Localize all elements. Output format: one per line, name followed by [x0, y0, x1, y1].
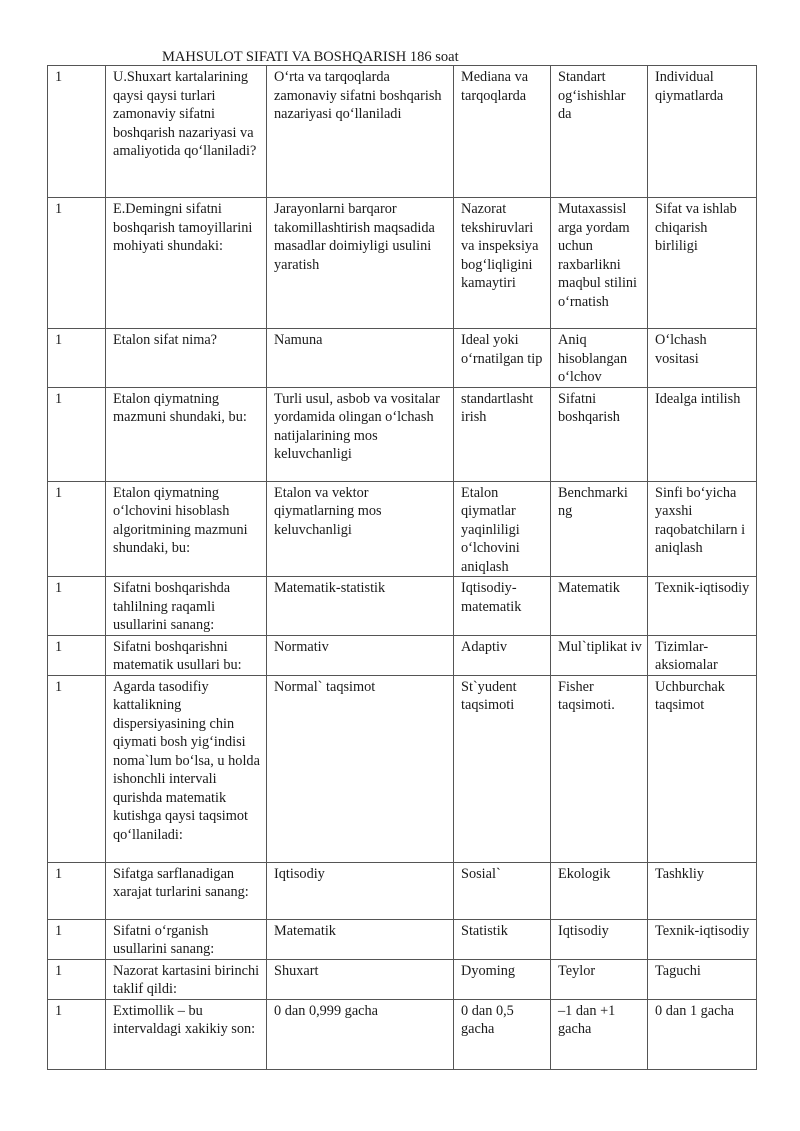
table-row	[48, 635, 757, 675]
answer-option-a: Turli usul, asbob va vositalar yordamida olingan o‘lchash natijalarining mos keluvchanligi	[267, 387, 454, 481]
answer-option-a: Iqtisodiy	[267, 862, 454, 919]
question-text: Nazorat kartasini birinchi taklif qildi:	[106, 959, 267, 999]
answer-option-c: Benchmarki ng	[551, 481, 648, 577]
answer-option-b: Nazorat tekshiruvlari va inspeksiya bog‘liqligini kamaytiri	[454, 198, 551, 329]
answer-option-a: Shuxart	[267, 959, 454, 999]
question-number: 1	[48, 329, 106, 388]
question-number: 1	[48, 999, 106, 1069]
answer-option-b: Etalon qiymatlar yaqinliligi o‘lchovini aniqlash	[454, 481, 551, 577]
answer-option-c: Mul`tiplikat iv	[551, 635, 648, 675]
answer-option-b: 0 dan 0,5 gacha	[454, 999, 551, 1069]
answer-option-b: Adaptiv	[454, 635, 551, 675]
answer-option-d: Texnik-iqtisodiy	[648, 919, 757, 959]
answer-option-c: Mutaxassisl arga yordam uchun raxbarlikni maqbul stilini o‘rnatish	[551, 198, 648, 329]
answer-option-b: St`yudent taqsimoti	[454, 675, 551, 862]
answer-option-a: Normativ	[267, 635, 454, 675]
answer-option-d: Tizimlar-aksiomalar	[648, 635, 757, 675]
question-text: Sifatni o‘rganish usullarini sanang:	[106, 919, 267, 959]
page-title: MAHSULOT SIFATI VA BOSHQARISH 186 soat	[162, 49, 459, 65]
answer-option-a: Normal` taqsimot	[267, 675, 454, 862]
answer-option-d: Uchburchak taqsimot	[648, 675, 757, 862]
answer-option-a: 0 dan 0,999 gacha	[267, 999, 454, 1069]
answer-option-b: Statistik	[454, 919, 551, 959]
question-text: Sifatni boshqarishni matematik usullari bu:	[106, 635, 267, 675]
answer-option-d: Taguchi	[648, 959, 757, 999]
question-text: Sifatni boshqarishda tahlilning raqamli usullarini sanang:	[106, 577, 267, 636]
table-row	[48, 481, 757, 577]
answer-option-c: Fisher taqsimoti.	[551, 675, 648, 862]
answer-option-b: Ideal yoki o‘rnatilgan tip	[454, 329, 551, 388]
answer-option-d: Texnik-iqtisodiy	[648, 577, 757, 636]
question-number: 1	[48, 66, 106, 198]
table-row	[48, 919, 757, 959]
question-number: 1	[48, 959, 106, 999]
answer-option-d: 0 dan 1 gacha	[648, 999, 757, 1069]
answer-option-d: Sinfi bo‘yicha yaxshi raqobatchilarn i aniqlash	[648, 481, 757, 577]
answer-option-b: Sosial`	[454, 862, 551, 919]
table-row	[48, 198, 757, 329]
question-text: Etalon qiymatning mazmuni shundaki, bu:	[106, 387, 267, 481]
table-row	[48, 675, 757, 862]
answer-option-c: Sifatni boshqarish	[551, 387, 648, 481]
question-text: E.Demingni sifatni boshqarish tamoyillarini mohiyati shundaki:	[106, 198, 267, 329]
question-table	[47, 65, 757, 1070]
question-number: 1	[48, 862, 106, 919]
answer-option-c: Iqtisodiy	[551, 919, 648, 959]
table-row	[48, 329, 757, 388]
answer-option-a: Matematik-statistik	[267, 577, 454, 636]
answer-option-a: O‘rta va tarqoqlarda zamonaviy sifatni boshqarish nazariyasi qo‘llaniladi	[267, 66, 454, 198]
question-text: U.Shuxart kartalarining qaysi qaysi turlari zamonaviy sifatni boshqarish nazariyasi va amaliyotida qo‘llaniladi?	[106, 66, 267, 198]
answer-option-c: Aniq hisoblangan o‘lchov	[551, 329, 648, 388]
question-text: Etalon qiymatning o‘lchovini hisoblash algoritmining mazmuni shundaki, bu:	[106, 481, 267, 577]
question-number: 1	[48, 387, 106, 481]
answer-option-d: Tashkliy	[648, 862, 757, 919]
answer-option-c: Teylor	[551, 959, 648, 999]
answer-option-a: Matematik	[267, 919, 454, 959]
table-row	[48, 66, 757, 198]
table-row	[48, 387, 757, 481]
answer-option-d: Idealga intilish	[648, 387, 757, 481]
question-number: 1	[48, 481, 106, 577]
question-text: Etalon sifat nima?	[106, 329, 267, 388]
table-row	[48, 577, 757, 636]
answer-option-a: Etalon va vektor qiymatlarning mos keluvchanligi	[267, 481, 454, 577]
answer-option-d: O‘lchash vositasi	[648, 329, 757, 388]
answer-option-c: –1 dan +1 gacha	[551, 999, 648, 1069]
answer-option-b: standartlasht irish	[454, 387, 551, 481]
table-row	[48, 862, 757, 919]
question-text: Sifatga sarflanadigan xarajat turlarini sanang:	[106, 862, 267, 919]
question-number: 1	[48, 675, 106, 862]
answer-option-b: Mediana va tarqoqlarda	[454, 66, 551, 198]
question-number: 1	[48, 198, 106, 329]
answer-option-a: Jarayonlarni barqaror takomillashtirish maqsadida masadlar doimiyligi usulini yaratish	[267, 198, 454, 329]
question-number: 1	[48, 635, 106, 675]
question-number: 1	[48, 577, 106, 636]
answer-option-a: Namuna	[267, 329, 454, 388]
question-number: 1	[48, 919, 106, 959]
answer-option-d: Sifat va ishlab chiqarish birliligi	[648, 198, 757, 329]
answer-option-b: Iqtisodiy-matematik	[454, 577, 551, 636]
table-row	[48, 999, 757, 1069]
answer-option-c: Ekologik	[551, 862, 648, 919]
answer-option-d: Individual qiymatlarda	[648, 66, 757, 198]
answer-option-b: Dyoming	[454, 959, 551, 999]
question-text: Extimollik – bu intervaldagi xakikiy son:	[106, 999, 267, 1069]
answer-option-c: Matematik	[551, 577, 648, 636]
question-text: Agarda tasodifiy kattalikning dispersiyasining chin qiymati bosh yig‘indisi noma`lum bo‘lsa, u holda ishonchli intervali qurishda matematik kutishga qaysi taqsimot qo‘llaniladi:	[106, 675, 267, 862]
table-row	[48, 959, 757, 999]
answer-option-c: Standart og‘ishishlar da	[551, 66, 648, 198]
